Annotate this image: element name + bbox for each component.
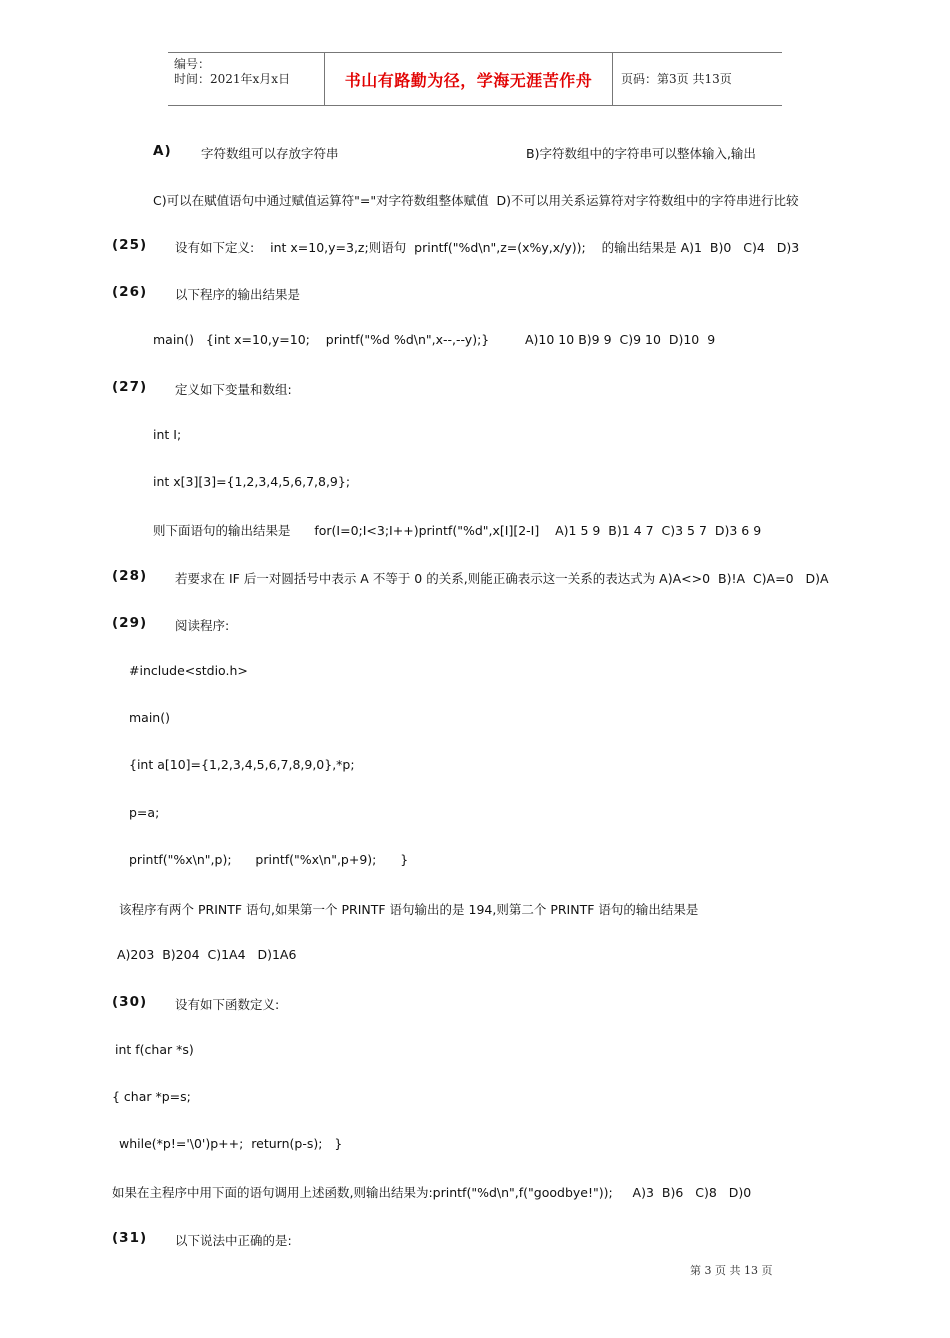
code-line: int I;: [153, 427, 182, 442]
code-line: p=a;: [129, 805, 160, 820]
page-footer: 第 3 页 共 13 页: [690, 1264, 773, 1277]
question-text: 设有如下函数定义:: [175, 997, 280, 1012]
question-text: 以下说法中正确的是:: [175, 1233, 292, 1248]
question-text: 设有如下定义: int x=10,y=3,z;则语句 printf("%d\n",z=(x%y,x/y)); 的输出结果是 A)1 B)0 C)4 D)3: [175, 240, 800, 255]
code-line: main(): [129, 710, 170, 725]
date-line: 时间：2021年x月x日: [174, 72, 291, 86]
code-line: while(*p!='\0')p++; return(p-s); }: [119, 1136, 343, 1151]
code-line: int f(char *s): [115, 1042, 194, 1057]
page-header: [168, 52, 782, 106]
question-number: (31): [112, 1230, 148, 1246]
code-line: #include<stdio.h>: [129, 663, 248, 678]
question-text: 阅读程序:: [175, 618, 230, 633]
question-number: (27): [112, 379, 148, 395]
option-b-text: B)字符数组中的字符串可以整体输入,输出: [526, 146, 756, 161]
option-a-text: 字符数组可以存放字符串: [201, 146, 339, 161]
code-line: 则下面语句的输出结果是 for(I=0;I<3;I++)printf("%d",x[I][2-I] A)1 5 9 B)1 4 7 C)3 5 7 D)3 6 9: [153, 523, 762, 538]
header-meta: [168, 53, 325, 105]
question-text: 若要求在 IF 后一对圆括号中表示 A 不等于 0 的关系,则能正确表示这一关系的表达式为 A)A<>0 B)!A C)A=0 D)A: [175, 571, 829, 586]
motto: 书山有路勤为径，学海无涯苦作舟: [344, 70, 593, 90]
code-line: printf("%x\n",p); printf("%x\n",p+9); }: [129, 852, 409, 867]
question-number: (25): [112, 237, 148, 253]
question-text: 如果在主程序中用下面的语句调用上述函数,则输出结果为:printf("%d\n",f("goodbye!")); A)3 B)6 C)8 D)0: [112, 1185, 752, 1200]
question-number: (28): [112, 568, 148, 584]
question-text: 定义如下变量和数组:: [175, 382, 292, 397]
code-line: { char *p=s;: [112, 1089, 191, 1104]
code-line: int x[3][3]={1,2,3,4,5,6,7,8,9};: [153, 474, 351, 489]
answer-options: A)203 B)204 C)1A4 D)1A6: [117, 947, 297, 962]
serial-label: 编号：: [174, 57, 211, 71]
code-line: {int a[10]={1,2,3,4,5,6,7,8,9,0},*p;: [129, 757, 355, 772]
code-line: main() {int x=10,y=10; printf("%d %d\n",x--,--y);} A)10 10 B)9 9 C)9 10 D)10 9: [153, 332, 716, 347]
options-c-d-text: C)可以在赋值语句中通过赋值运算符"="对字符数组整体赋值 D)不可以用关系运算符对字符数组中的字符串进行比较: [153, 193, 799, 208]
option-a-label: A): [153, 143, 172, 159]
header-motto-cell: [325, 53, 613, 105]
header-page-cell: [613, 53, 782, 105]
question-number: (30): [112, 994, 148, 1010]
page-label: 页码：第3页 共13页: [621, 71, 732, 86]
question-number: (29): [112, 615, 148, 631]
question-text: 该程序有两个 PRINTF 语句,如果第一个 PRINTF 语句输出的是 194,则第二个 PRINTF 语句的输出结果是: [119, 902, 699, 917]
question-text: 以下程序的输出结果是: [175, 287, 301, 302]
question-number: (26): [112, 284, 148, 300]
